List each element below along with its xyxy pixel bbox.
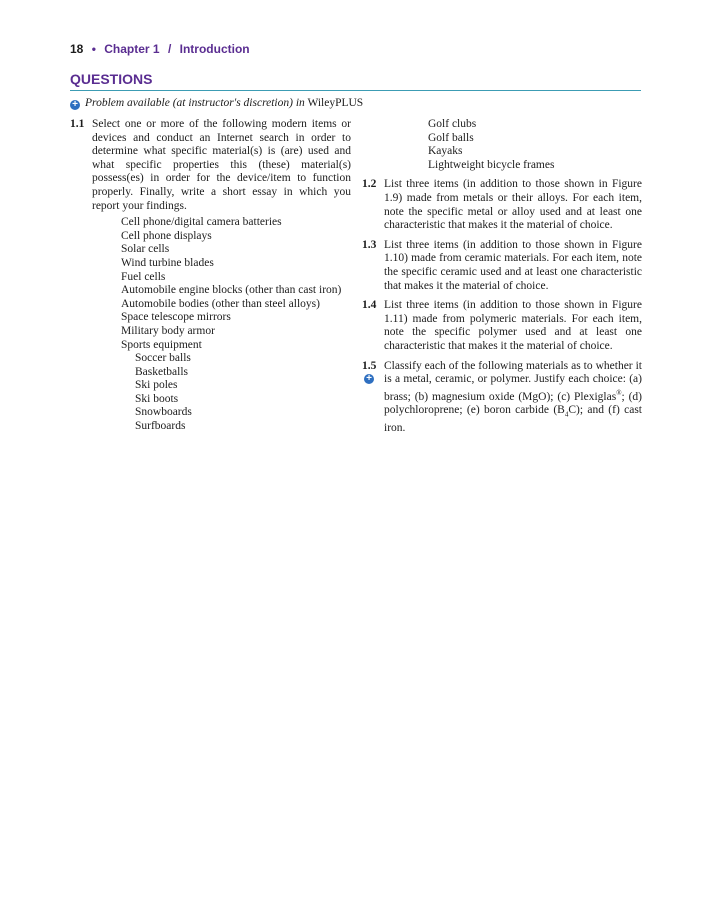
header-bullet: •	[91, 42, 96, 56]
sports-equipment-list-continued	[428, 118, 642, 172]
problem-text: Select one or more of the following modern items or devices and conduct an Internet search in order to determine what specific material(s) is (are) used and what specific properties this (these) material(s) possess(es) in order for the device/item to function properly. Finally, write a short essay in which you report your findings.	[92, 118, 351, 212]
problem-number: 1.3	[362, 238, 377, 251]
list-item: Snowboards	[135, 406, 192, 419]
availability-note	[70, 97, 363, 110]
list-item: Surfboards	[135, 420, 186, 433]
note-product: WileyPLUS	[307, 97, 364, 109]
problem-1-1	[70, 118, 351, 434]
left-column	[70, 118, 351, 434]
right-column	[362, 118, 642, 436]
problem-number: 1.5	[362, 359, 377, 372]
header-separator: /	[167, 42, 172, 56]
problem-1-5	[362, 360, 642, 436]
plus-circle-icon: +	[70, 100, 80, 110]
list-item: Wind turbine blades	[121, 256, 214, 269]
list-item: Solar cells	[121, 243, 170, 256]
note-text: Problem available (at instructor's discretion) in	[85, 97, 305, 109]
list-item: Ski poles	[135, 379, 178, 392]
problem-1-3	[362, 239, 642, 293]
problem-number: 1.1	[70, 118, 85, 130]
problem-number: 1.2	[362, 178, 377, 191]
problem-text: List three items (in addition to those shown in Figure 1.10) made from ceramic materials. For each item, note the specific ceramic used and at least one characteristic that makes it the material of choice.	[384, 238, 642, 292]
list-item: Cell phone displays	[121, 229, 212, 242]
registered-mark: ®	[616, 388, 622, 397]
list-item: Automobile engine blocks (other than cast iron)	[121, 284, 342, 297]
problem-1-2	[362, 178, 642, 232]
list-item: Soccer balls	[135, 352, 191, 365]
list-item: Military body armor	[121, 324, 215, 337]
problem-text: List three items (in addition to those shown in Figure 1.11) made from polymeric materials. For each item, note the specific polymer used and at least one characteristic that makes it the material of choice.	[384, 299, 642, 352]
list-item: Sports equipment	[121, 338, 202, 351]
list-item: Ski boots	[135, 392, 179, 405]
list-item: Kayaks	[428, 145, 463, 158]
sports-equipment-list	[135, 352, 351, 434]
device-list	[121, 216, 351, 434]
page-number: 18	[70, 42, 84, 56]
plus-circle-icon: +	[364, 374, 374, 384]
section-label: Introduction	[179, 42, 250, 56]
list-item: Lightweight bicycle frames	[428, 158, 555, 171]
problem-1-4	[362, 299, 642, 353]
section-title: QUESTIONS	[70, 71, 153, 87]
list-item: Golf clubs	[428, 118, 477, 130]
list-item: Cell phone/digital camera batteries	[121, 216, 282, 229]
problem-text: List three items (in addition to those shown in Figure 1.9) made from metals or their alloys. For each item, note the specific metal or alloy used and at least one characteristic that makes it the material of choice.	[384, 178, 642, 232]
list-item: Space telescope mirrors	[121, 311, 231, 324]
list-item: Automobile bodies (other than steel alloys)	[121, 297, 320, 310]
list-item: Fuel cells	[121, 270, 166, 283]
problem-text: Classify each of the following materials as to whether it is a metal, ceramic, or polymer. Justify each choice: (a) brass; (b) magnesium oxide (MgO); (c) Plexiglas®; (d) polychloroprene; (e) boron carbide $(B_4C)$; and (f) cast iron.	[384, 359, 643, 434]
problem-number: 1.4	[362, 299, 377, 312]
list-item: Golf balls	[428, 131, 474, 144]
chapter-label: Chapter 1	[104, 42, 160, 56]
list-item: Basketballs	[135, 365, 189, 378]
section-rule	[70, 90, 641, 91]
subscript: 4	[564, 410, 569, 419]
running-header	[70, 42, 250, 56]
